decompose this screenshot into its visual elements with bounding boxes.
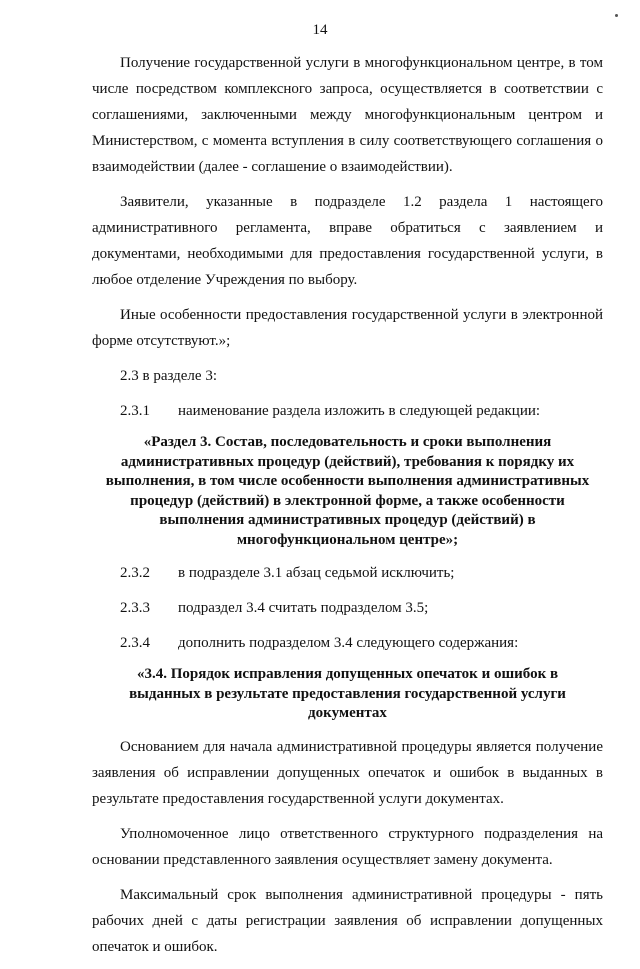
list-item-text: в подразделе 3.1 абзац седьмой исключить; <box>178 565 455 581</box>
list-item-number: 2.3.2 <box>120 565 150 581</box>
list-item-number: 2.3.4 <box>120 635 150 651</box>
list-item-text: наименование раздела изложить в следующей редакции: <box>178 403 541 419</box>
list-item-2-3-3 <box>92 595 603 621</box>
scan-dot-mark <box>615 14 618 17</box>
list-item-text: 2.3 в разделе 3: <box>120 368 217 384</box>
list-item-2-3 <box>92 363 603 389</box>
paragraph-max-term: Максимальный срок выполнения административной процедуры - пять рабочих дней с даты регистрации заявления об исправлении допущенных опечаток и ошибок. <box>92 886 603 955</box>
paragraph-mfc-service: Получение государственной услуги в многофункциональном центре, в том числе посредством комплексного запроса, осуществляется в соответствии с соглашениями, заключенными между многофункциональным центром и Министерством, с момента вступления в силу соответствующего соглашения о взаимодействии (далее - соглашение о взаимодействии). <box>92 55 603 175</box>
paragraph-electronic-form: Иные особенности предоставления государственной услуги в электронной форме отсутствуют.»; <box>92 307 603 349</box>
list-item-text: дополнить подразделом 3.4 следующего содержания: <box>178 635 519 651</box>
list-item-number: 2.3.3 <box>120 600 150 616</box>
paragraph-grounds: Основанием для начала административной процедуры является получение заявления об исправлении допущенных опечаток и ошибок в выданных в результате предоставления государственной услуги документах. <box>92 738 603 807</box>
document-body <box>92 50 603 969</box>
list-item-text: подраздел 3.4 считать подразделом 3.5; <box>178 600 429 616</box>
section-3-heading: «Раздел 3. Состав, последовательность и сроки выполнения административных процедур (действий), требования к порядку их выполнения, в том числе особенности выполнения административных процедур (действий) в электронной форме, а также особенности выполнения административных процедур (действий) в многофункциональном центре»; <box>105 434 590 548</box>
paragraph-applicants: Заявители, указанные в подразделе 1.2 раздела 1 настоящего административного регламента, вправе обратиться с заявлением и документами, необходимыми для предоставления государственной услуги, в любое отделение Учреждения по выбору. <box>92 194 603 288</box>
list-item-2-3-2 <box>92 560 603 586</box>
list-item-number: 2.3.1 <box>120 403 150 419</box>
page-number: 14 <box>312 22 328 38</box>
subsection-3-4-heading: «3.4. Порядок исправления допущенных опечаток и ошибок в выданных в результате предоставления государственной услуги документах <box>129 666 566 721</box>
list-item-2-3-4 <box>92 630 603 656</box>
paragraph-authorized-person: Уполномоченное лицо ответственного структурного подразделения на основании представленного заявления осуществляет замену документа. <box>92 825 603 868</box>
list-item-2-3-1 <box>92 398 603 424</box>
